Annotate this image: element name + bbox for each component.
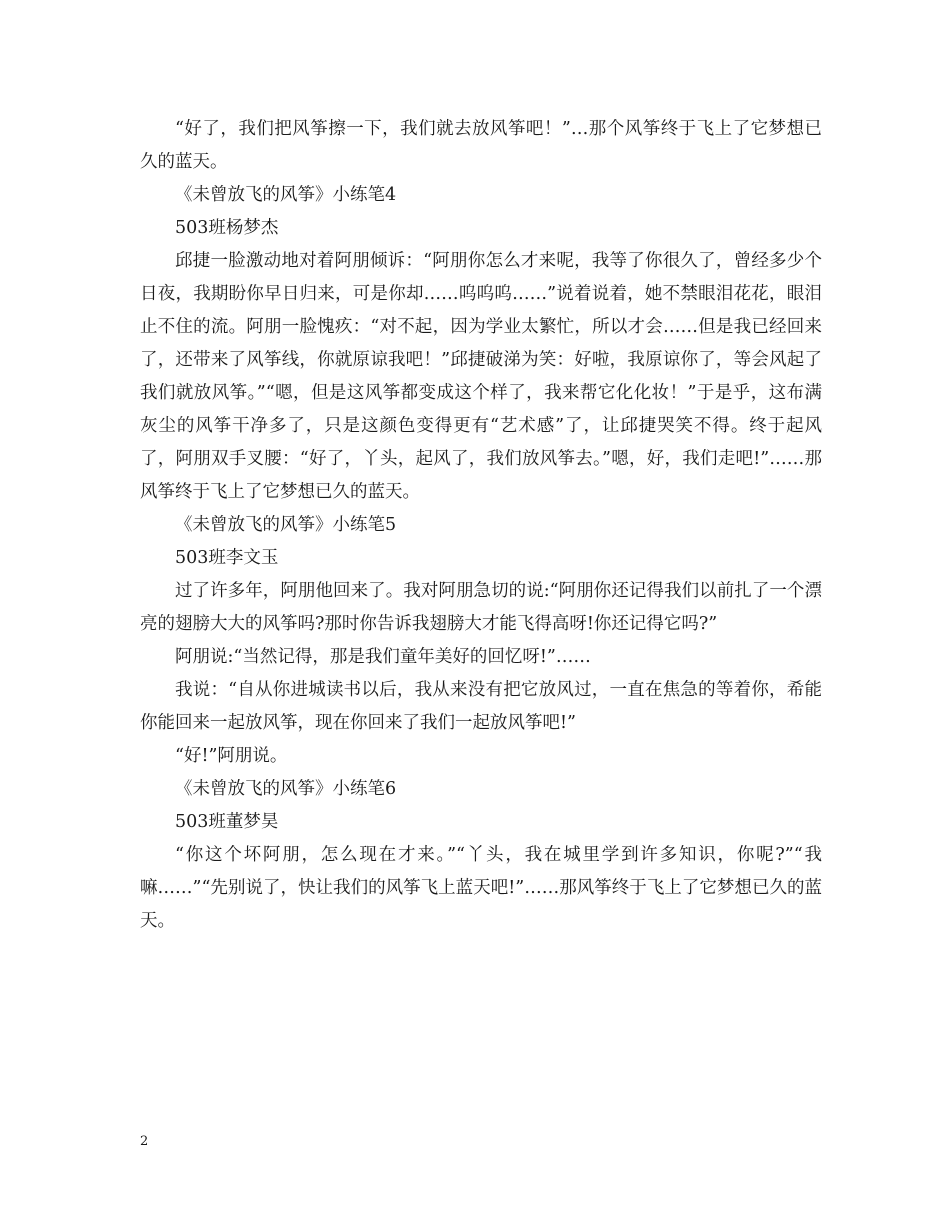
paragraph: 阿朋说:“当然记得，那是我们童年美好的回忆呀!”…… (175, 647, 591, 667)
paragraph: 过了许多年，阿朋他回来了。我对阿朋急切的说:“阿朋你还记得我们以前扎了一个漂亮的翅膀大大的风筝吗?那时你告诉我翅膀大才能飞得高呀!你还记得它吗?” (140, 581, 822, 634)
author-line: 503班董梦昊 (175, 812, 279, 832)
paragraph: “好了，我们把风筝擦一下，我们就去放风筝吧！”…那个风筝终于飞上了它梦想已久的蓝天。 (140, 119, 822, 172)
author-line: 503班李文玉 (175, 548, 279, 568)
section-title: 《未曾放飞的风筝》小练笔5 (175, 515, 397, 535)
page-number: 2 (140, 1134, 149, 1149)
paragraph: “好!”阿朋说。 (175, 746, 288, 766)
paragraph: “你这个坏阿朋，怎么现在才来。”“丫头，我在城里学到许多知识，你呢?”“我嘛……”“先别说了，快让我们的风筝飞上蓝天吧!”……那风筝终于飞上了它梦想已久的蓝天。 (140, 845, 822, 931)
section-title: 《未曾放飞的风筝》小练笔4 (175, 185, 397, 205)
document-body (140, 113, 822, 938)
paragraph: 邱捷一脸激动地对着阿朋倾诉：“阿朋你怎么才来呢，我等了你很久了，曾经多少个日夜，我期盼你早日归来，可是你却……呜呜呜……”说着说着，她不禁眼泪花花，眼泪止不住的流。阿朋一脸愧疚：“对不起，因为学业太繁忙，所以才会……但是我已经回来了，还带来了风筝线，你就原谅我吧！”邱捷破涕为笑：好啦，我原谅你了，等会风起了我们就放风筝。”“嗯，但是这风筝都变成这个样了，我来帮它化化妆！”于是乎，这布满灰尘的风筝干净多了，只是这颜色变得更有“艺术感”了，让邱捷哭笑不得。终于起风了，阿朋双手叉腰：“好了，丫头，起风了，我们放风筝去。”嗯，好，我们走吧!”……那风筝终于飞上了它梦想已久的蓝天。 (140, 251, 822, 502)
section-title: 《未曾放飞的风筝》小练笔6 (175, 779, 397, 799)
author-line: 503班杨梦杰 (175, 218, 279, 238)
paragraph: 我说：“自从你进城读书以后，我从来没有把它放风过，一直在焦急的等着你，希能你能回来一起放风筝，现在你回来了我们一起放风筝吧!” (140, 680, 822, 733)
